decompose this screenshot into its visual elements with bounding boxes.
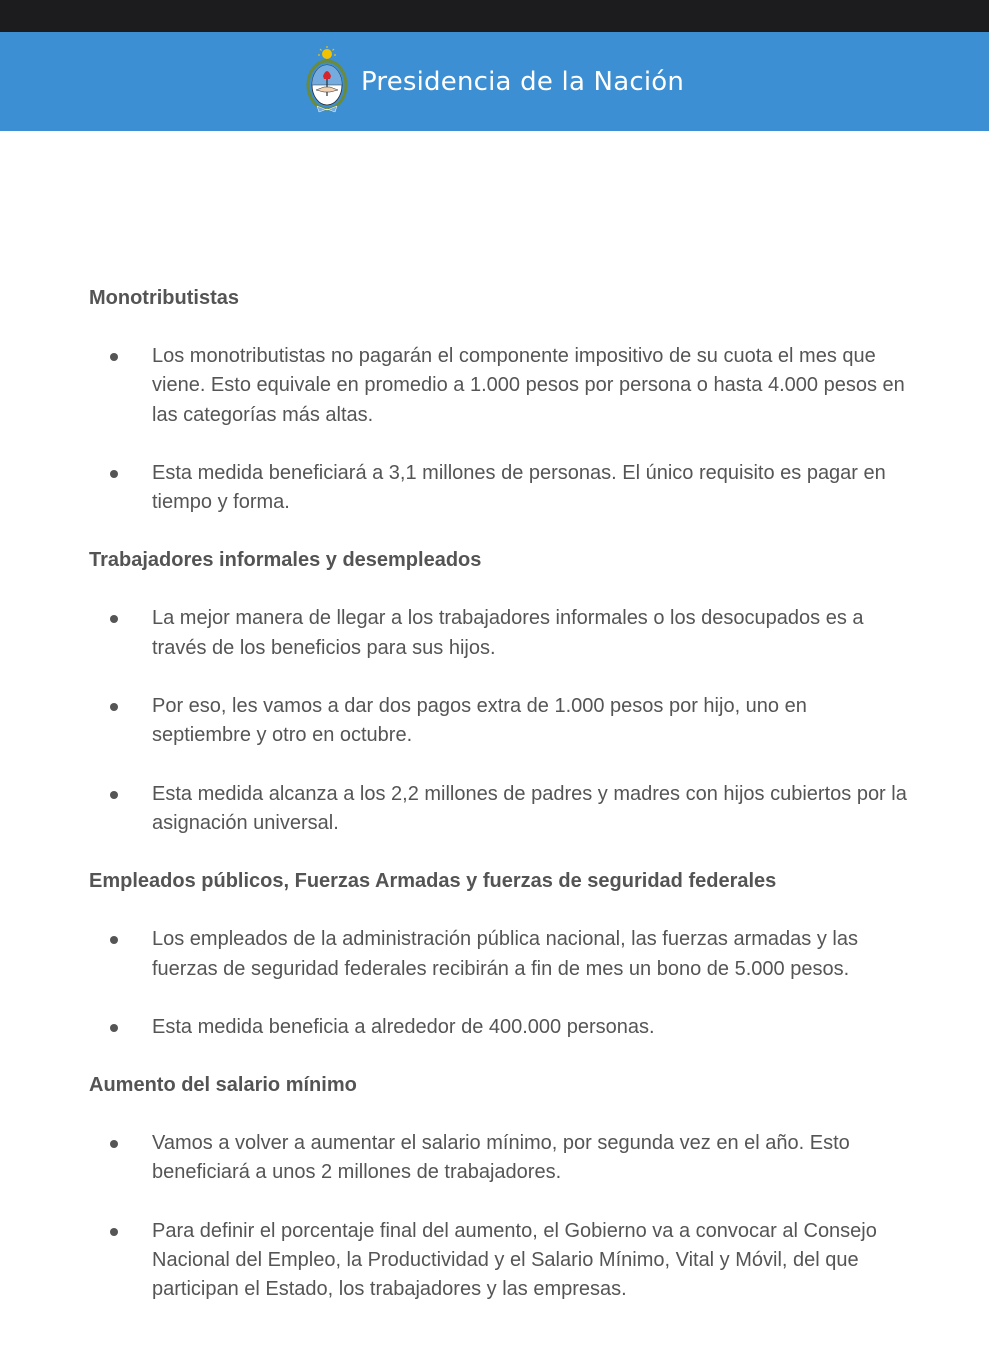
bullet-list	[89, 925, 909, 1042]
bullet-list	[89, 342, 909, 517]
status-bar	[0, 0, 989, 32]
bullet-icon	[110, 1228, 118, 1236]
section-heading: Trabajadores informales y desempleados	[89, 549, 482, 572]
list-item-text: Esta medida beneficia a alrededor de 400.000 personas.	[152, 1015, 655, 1038]
header-brand[interactable]	[305, 46, 684, 118]
list-item-text: Vamos a volver a aumentar el salario mínimo, por segunda vez en el año. Esto beneficiará a unos 2 millones de trabajadores.	[152, 1132, 850, 1184]
list-item	[89, 342, 909, 430]
list-item-text: Para definir el porcentaje final del aumento, el Gobierno va a convocar al Consejo Nacional del Empleo, la Productividad y el Salario Mínimo, Vital y Móvil, del que participan el Estado, los trabajadores y las empresas.	[152, 1219, 877, 1301]
bullet-icon	[110, 470, 118, 478]
list-item-text: Los monotributistas no pagarán el componente impositivo de su cuota el mes que viene. Esto equivale en promedio a 1.000 pesos por persona o hasta 4.000 pesos en las categorías más altas.	[152, 345, 905, 426]
list-item-text: Por eso, les vamos a dar dos pagos extra de 1.000 pesos por hijo, uno en septiembre y otro en octubre.	[152, 695, 807, 747]
section-heading: Monotributistas	[89, 287, 239, 309]
list-item-text: Esta medida beneficiará a 3,1 millones de personas. El único requisito es pagar en tiempo y forma.	[152, 461, 886, 514]
bullet-icon	[110, 936, 118, 944]
section-empleados-publicos	[89, 867, 909, 1042]
section-salario-minimo	[89, 1071, 909, 1304]
bullet-icon	[110, 353, 118, 361]
list-item-text: La mejor manera de llegar a los trabajadores informales o los desocupados es a través de los beneficios para sus hijos.	[152, 607, 864, 659]
site-header	[0, 32, 989, 131]
header-title: Presidencia de la Nación	[360, 66, 685, 97]
bullet-list	[89, 604, 909, 838]
bullet-icon	[110, 615, 118, 623]
list-item-text: Esta medida alcanza a los 2,2 millones de padres y madres con hijos cubiertos por la asignación universal.	[152, 782, 907, 834]
list-item	[89, 780, 909, 839]
bullet-icon	[110, 1140, 118, 1148]
coat-of-arms-icon	[305, 46, 349, 118]
list-item	[89, 692, 909, 751]
bullet-list	[89, 1129, 909, 1304]
document-body	[89, 284, 909, 1334]
section-heading: Empleados públicos, Fuerzas Armadas y fuerzas de seguridad federales	[89, 870, 777, 893]
bullet-icon	[110, 791, 118, 799]
list-item	[89, 1013, 909, 1042]
section-monotributistas	[89, 284, 909, 517]
list-item	[89, 459, 909, 518]
bullet-icon	[110, 703, 118, 711]
section-trabajadores-informales	[89, 546, 909, 838]
list-item	[89, 925, 909, 984]
list-item	[89, 604, 909, 663]
bullet-icon	[110, 1024, 118, 1032]
section-heading: Aumento del salario mínimo	[89, 1074, 357, 1097]
list-item	[89, 1129, 909, 1188]
list-item	[89, 1217, 909, 1305]
list-item-text: Los empleados de la administración pública nacional, las fuerzas armadas y las fuerzas de seguridad federales recibirán a fin de mes un bono de 5.000 pesos.	[152, 928, 858, 980]
